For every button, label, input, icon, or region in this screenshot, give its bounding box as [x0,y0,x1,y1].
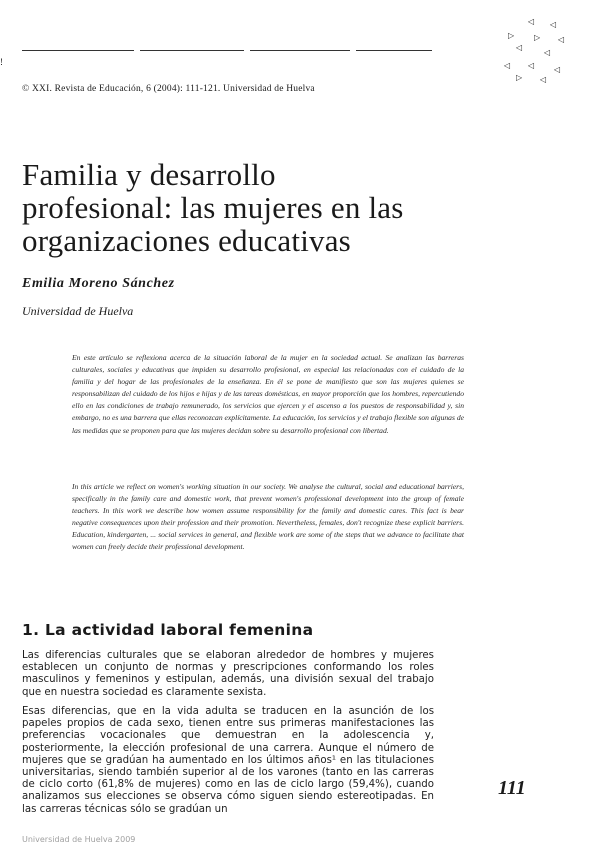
article-title [22,158,462,257]
header-rule [22,50,134,51]
header-rule [356,50,432,51]
header-rule [140,50,244,51]
title-line: Familia y desarrollo [22,157,276,192]
decorative-triangles-icon: ◁ ◁ ▷ ▷ ◁ ◁ ◁ ◁ ◁ ◁ ▷ ◁ [504,17,565,84]
corner-mark: ! [0,57,3,67]
abstract-spanish: En este artículo se reflexiona acerca de la situación laboral de la mujer en la sociedad actual. Se analizan las barreras culturales, sociales y educativas que impiden su desarrollo profesional, en especial las relacionadas con el cuidado de la familia y del hogar de las profesionales de la enseñanza. En él se pone de manifiesto que son las mujeres quienes se responsabilizan del cuidado de los hijos e hijas y de las tareas domésticas, en mayor proporción que los hombres, repercutiendo ello en las condiciones de trabajo remunerado, los servicios que ejercen y el ascenso a los puestos de responsabilidad y, sin embargo, no es una barrera que ellas reconozcan explícitamente. La educación, los servicios y el trabajo flexible son algunas de las medidas que se proponen para que las mujeres decidan sobre su desarrollo profesional con libertad. [72,353,464,435]
footer-watermark: Universidad de Huelva 2009 [22,835,136,844]
body-paragraph: Esas diferencias, que en la vida adulta se traducen en la asunción de los papeles propios de cada sexo, tienen entre sus primeras manifestaciones las preferencias vocacionales que demuestran en la adolescencia y, posteriormente, la elección profesional de una carrera. Aunque el número de mujeres que se gradúan ha aumentado en los últimos años¹ en las titulaciones universitarias, siendo también superior al de los varones (tanto en las carreras de ciclo corto (61,8% de mujeres) como en las de ciclo largo (59,4%), cuando analizamos sus elecciones se observa cómo siguen siendo estereotipadas. En las carreras técnicas sólo se gradúan un [22,706,434,815]
author-affiliation: Universidad de Huelva [22,304,134,318]
abstract-english: In this article we reflect on women's working situation in our society. We analyse the cultural, social and educational barriers, specifically in the family care and domestic work, that prevent women's professional development into the group of female teachers. In this work we describe how women assume responsibility for the family and domestic cares. This fact is bear negative consequences upon their profession and their promotion. Nevertheless, females, don't recognize these explicit barriers. Education, kindergarten, ... social services in general, and flexible work are some of the steps that we advance to facilitate that women can freely decide their professional development. [72,482,464,552]
author-name: Emilia Moreno Sánchez [22,276,175,291]
journal-citation: © XXI. Revista de Educación, 6 (2004): 111-121. Universidad de Huelva [22,84,315,94]
header-rule [250,50,350,51]
title-line: organizaciones educativas [22,223,351,258]
body-paragraph: Las diferencias culturales que se elaboran alrededor de hombres y mujeres establecen un conjunto de normas y prescripciones conformando los roles masculinos y femeninos y estipulan, además, una división sexual del trabajo que en nuestra sociedad es claramente sexista. [22,650,434,698]
page-number: 111 [498,777,526,799]
section-heading: 1. La actividad laboral femenina [22,621,314,639]
title-line: profesional: las mujeres en las [22,190,404,225]
